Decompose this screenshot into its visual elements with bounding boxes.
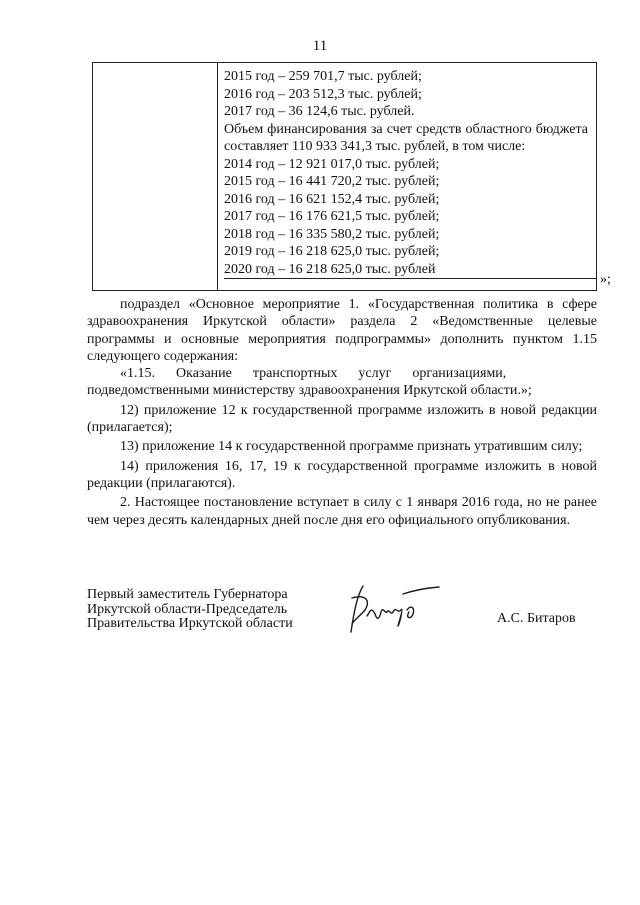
financing-line: 2017 год – 16 176 621,5 тыс. рублей;	[224, 209, 440, 224]
financing-line: 2014 год – 12 921 017,0 тыс. рублей;	[224, 156, 440, 172]
document-body	[87, 296, 597, 529]
financing-line: 2016 год – 203 512,3 тыс. рублей;	[224, 86, 422, 102]
paragraph: 13) приложение 14 к государственной программе признать утратившим силу;	[120, 439, 583, 455]
financing-line: 2018 год – 16 335 580,2 тыс. рублей;	[224, 226, 440, 242]
paragraph: 2. Настоящее постановление вступает в силу с 1 января 2016 года, но не ранее чем через десять календарных дней после дня его официального опубликования.	[87, 495, 597, 528]
financing-line: 2016 год – 16 621 152,4 тыс. рублей;	[224, 191, 440, 207]
financing-line: 2020 год – 16 218 625,0 тыс. рублей	[224, 261, 596, 280]
signatory-title-line: Иркутской области-Председатель	[87, 601, 288, 617]
paragraph: 14) приложения 16, 17, 19 к государственной программе изложить в новой редакции (прилагаются).	[87, 458, 597, 491]
paragraph: подведомственными министерству здравоохранения Иркутской области.»;	[87, 383, 532, 399]
financing-table	[92, 62, 597, 291]
financing-line: Объем финансирования за счет средств областного бюджета составляет 110 933 341,3 тыс. рублей, в том числе:	[224, 121, 588, 154]
signatory-title-line: Первый заместитель Губернатора	[87, 587, 288, 602]
page-number: 11	[312, 38, 328, 54]
table-column-divider	[217, 63, 218, 290]
financing-line: 2015 год – 259 701,7 тыс. рублей;	[224, 69, 422, 84]
handwritten-signature	[343, 582, 443, 640]
financing-line: 2017 год – 36 124,6 тыс. рублей.	[224, 104, 415, 119]
signatory-title-line: Правительства Иркутской области	[87, 616, 293, 631]
signatory-name: А.С. Битаров	[497, 611, 576, 626]
financing-line: 2015 год – 16 441 720,2 тыс. рублей;	[224, 174, 440, 189]
financing-cell	[224, 68, 588, 279]
paragraph: «1.15. Оказание транспортных услуг организациями,	[120, 366, 507, 382]
paragraph: 12) приложение 12 к государственной программе изложить в новой редакции (прилагается);	[87, 402, 597, 436]
financing-line: 2019 год – 16 218 625,0 тыс. рублей;	[224, 244, 440, 259]
signatory-title	[87, 588, 293, 632]
paragraph: подраздел «Основное мероприятие 1. «Государственная политика в сфере здравоохранения Иркутской области» раздела 2 «Ведомственные целевые программы и основные мероприятия подпрограммы» дополнить пунктом 1.15 следующего содержания:	[87, 297, 597, 364]
closing-quote: »;	[600, 272, 611, 287]
